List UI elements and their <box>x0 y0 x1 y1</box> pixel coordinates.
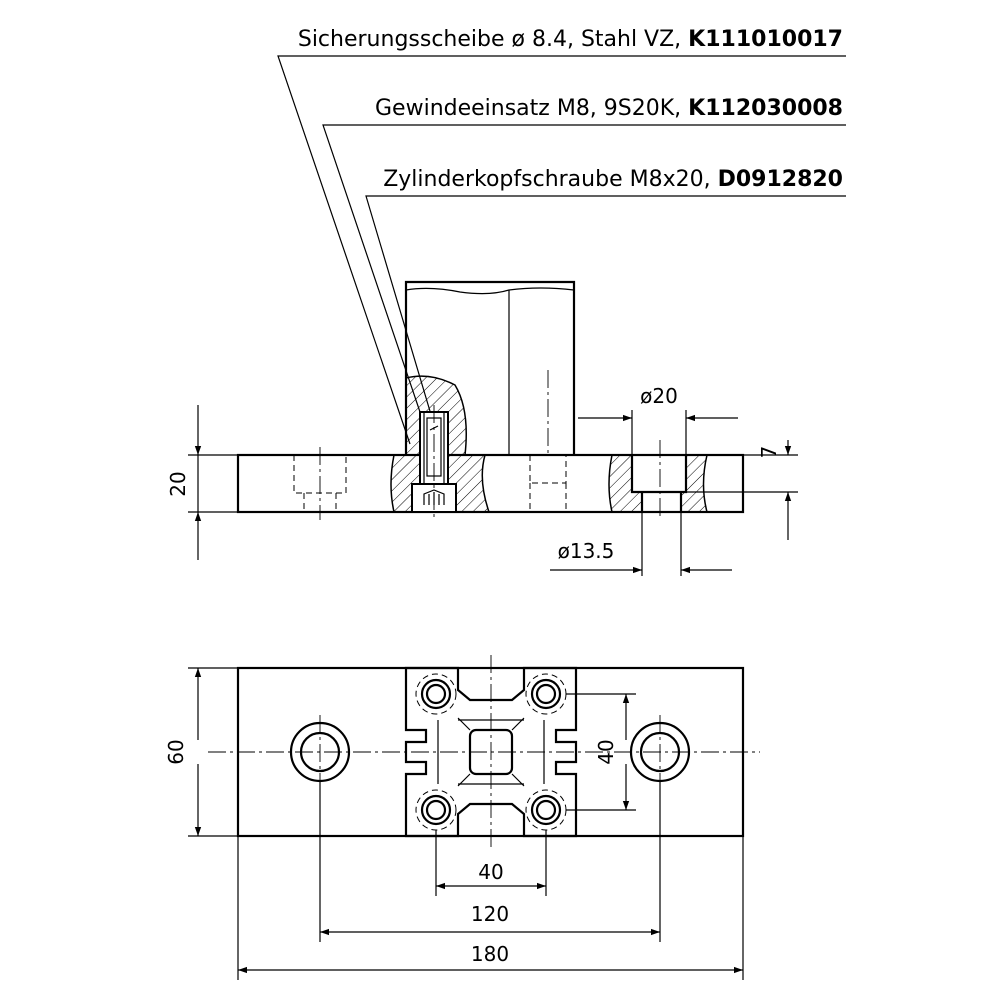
callout-cap-screw-code: D0912820 <box>717 167 843 192</box>
dim-counterbore-depth-label: 7 <box>757 445 781 459</box>
callout-lock-washer <box>278 27 846 444</box>
callout-thread-insert <box>323 96 846 412</box>
dim-length-label: 180 <box>470 942 510 966</box>
dim-plate-height <box>166 405 238 560</box>
svg-text:Sicherungsscheibe ø 8.4, Stahl <box>298 27 843 52</box>
base-plate-section <box>238 440 743 520</box>
dim-counterbore-dia <box>578 384 738 455</box>
dim-pitch-vertical-label: 40 <box>594 739 618 765</box>
callout-lock-washer-text: Sicherungsscheibe ø 8.4, Stahl VZ, <box>297 27 689 52</box>
callout-lock-washer-code: K111010017 <box>688 27 843 52</box>
profile-screw-bottom-left <box>416 790 456 830</box>
dim-hole-dia <box>550 512 732 576</box>
profile-screw-bottom-right <box>526 790 566 830</box>
side-view <box>166 282 798 576</box>
svg-text:Gewindeeinsatz M8, 9S20K, K112 <box>375 96 843 121</box>
dim-pitch-horizontal-label: 40 <box>478 860 504 884</box>
top-view <box>164 655 760 980</box>
svg-text:Zylinderkopfschraube M8x20, D0 <box>383 167 843 192</box>
dim-hole-dia-label: ø13.5 <box>557 539 615 563</box>
dim-plate-height-label: 20 <box>166 471 190 497</box>
dim-plate-width-label: 60 <box>164 739 188 765</box>
profile-screw-top-right <box>526 674 566 714</box>
dim-plate-width <box>164 668 238 836</box>
callout-thread-insert-code: K112030008 <box>688 96 843 121</box>
callout-cap-screw-text: Zylinderkopfschraube M8x20, <box>383 167 718 192</box>
dim-hole-spacing-label: 120 <box>470 902 510 926</box>
dim-counterbore-dia-label: ø20 <box>640 384 678 408</box>
callout-thread-insert-text: Gewindeeinsatz M8, 9S20K, <box>375 96 689 121</box>
profile-screw-top-left <box>416 674 456 714</box>
